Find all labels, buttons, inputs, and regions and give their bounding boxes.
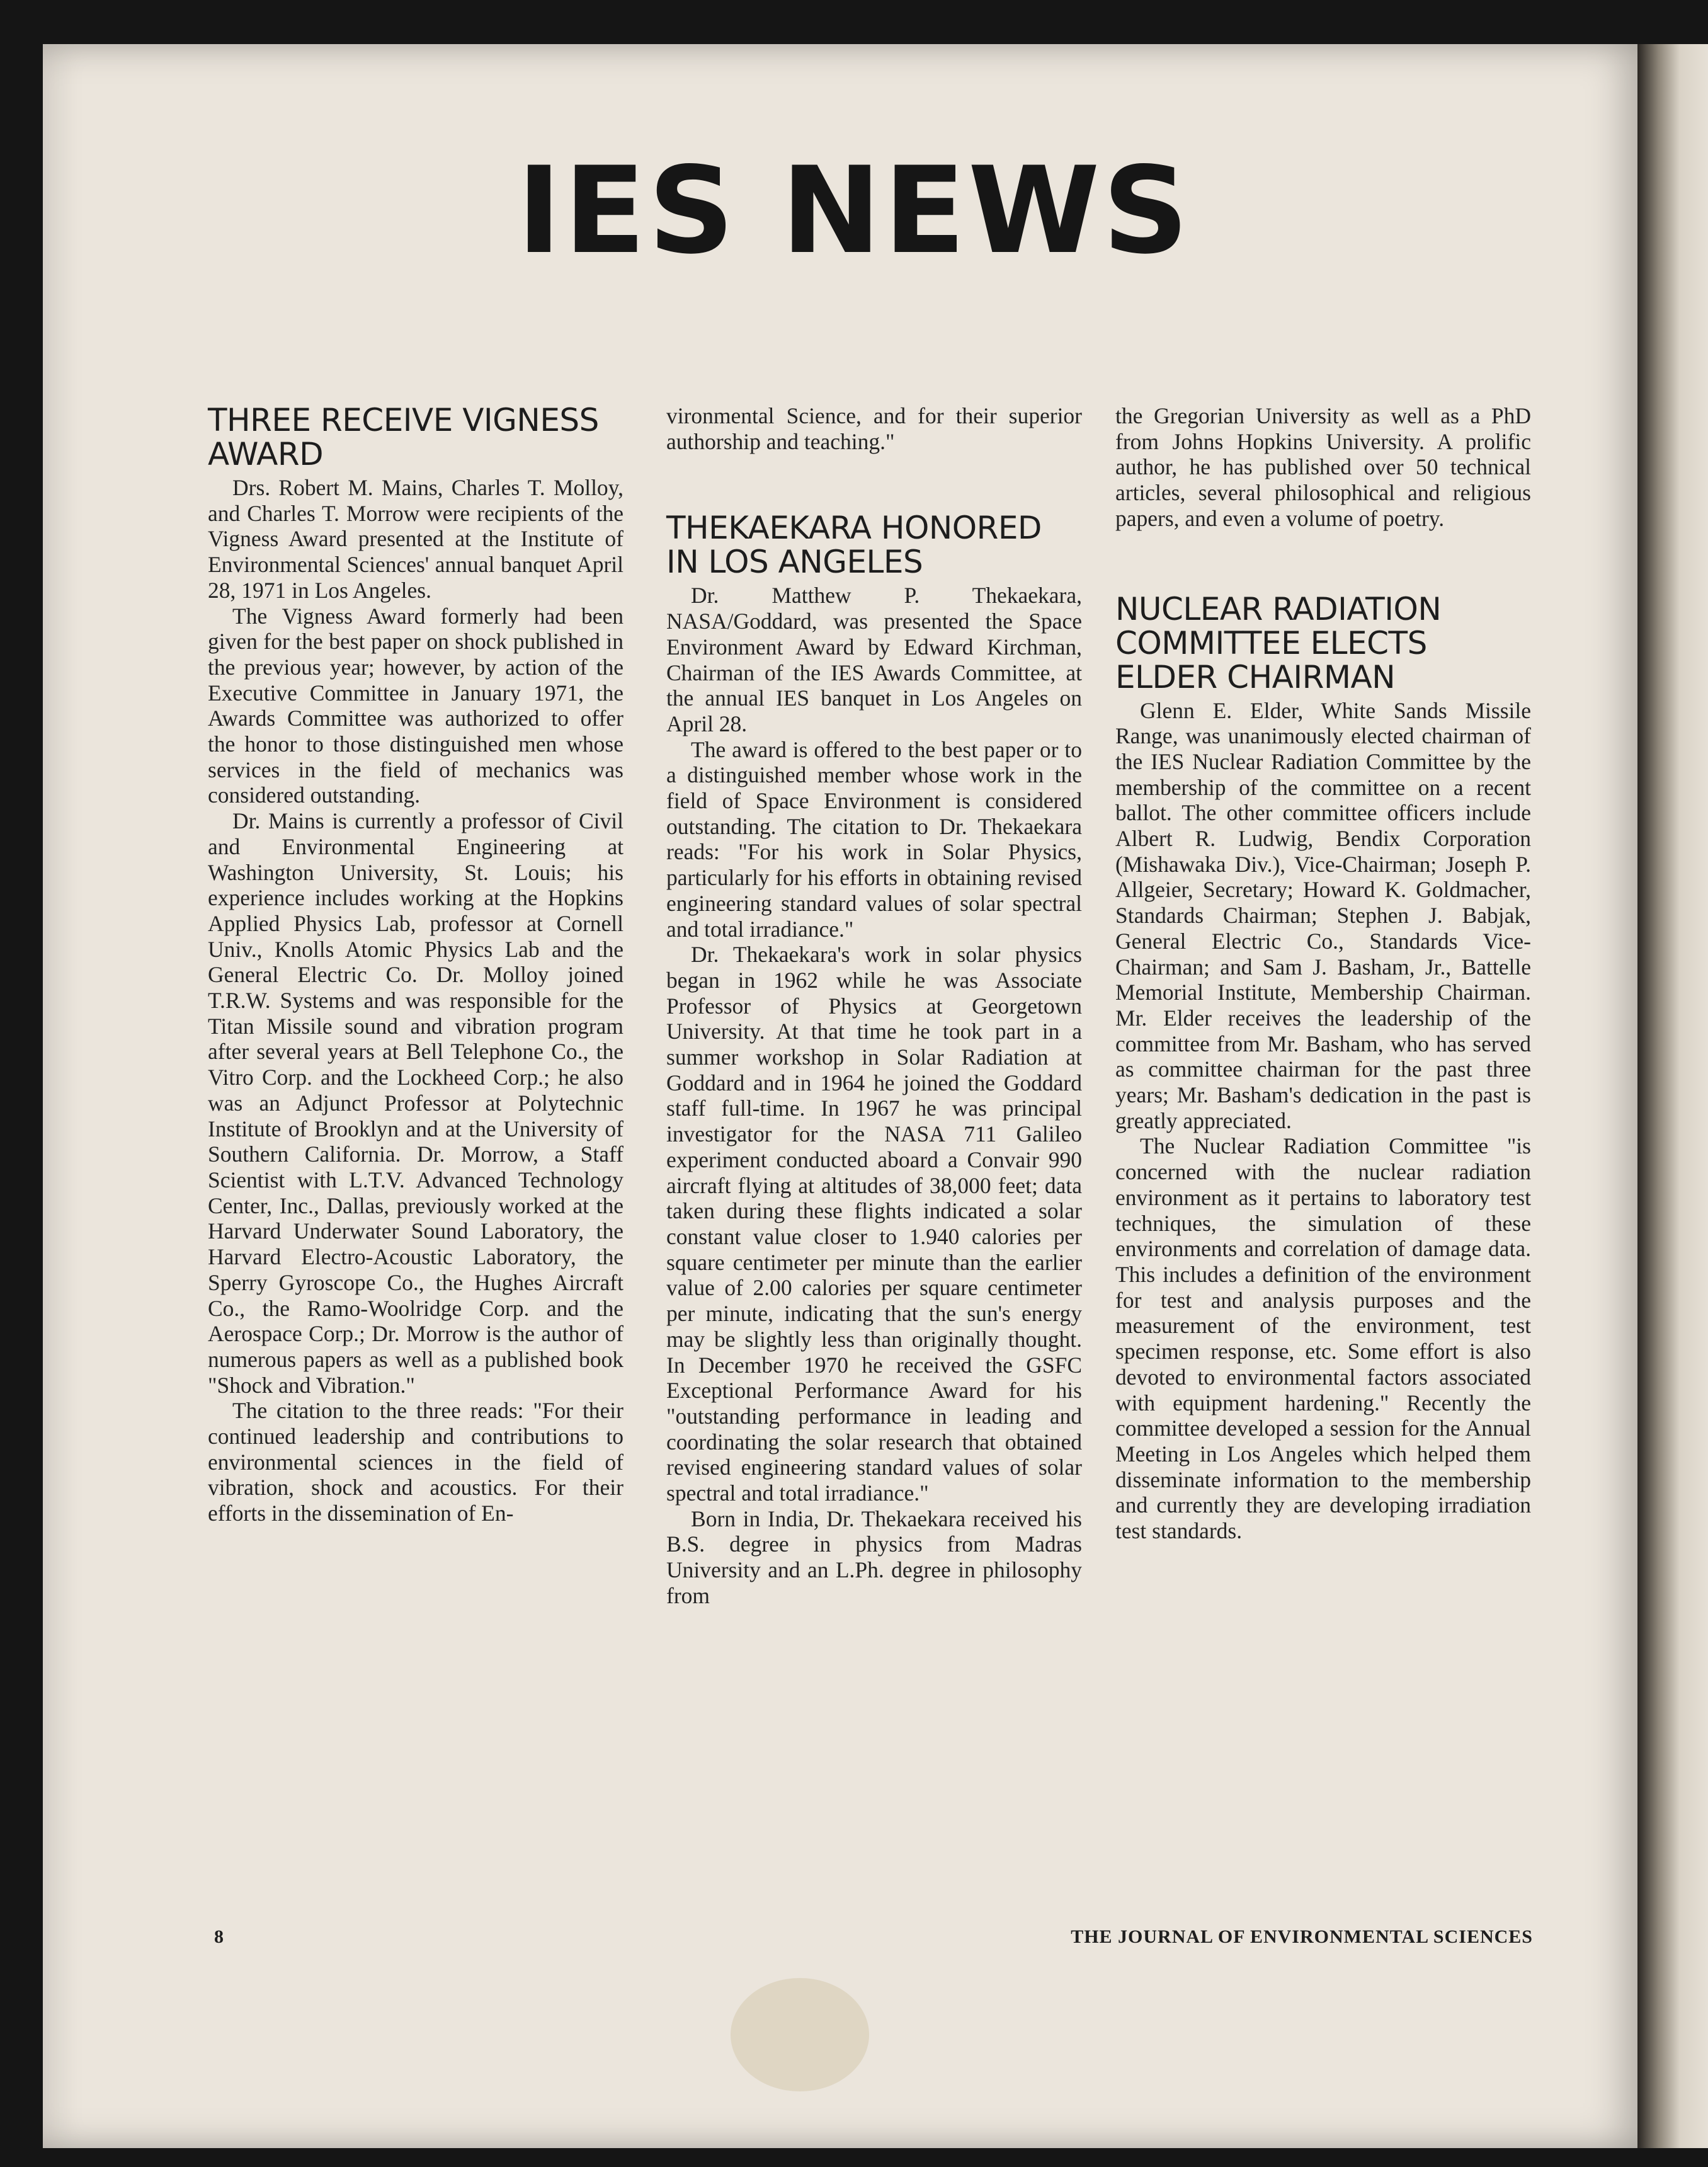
journal-title: THE JOURNAL OF ENVIRONMENTAL SCIENCES [1071, 1926, 1533, 1947]
article-heading-vigness: THREE RECEIVE VIGNESS AWARD [208, 402, 599, 472]
continued-paragraph: vironmental Science, and for their superior authorship and teaching." [666, 403, 1082, 454]
article-column-3 [1115, 403, 1531, 1544]
page-gutter [1637, 44, 1708, 2148]
paragraph: The Vigness Award formerly had been given for the best paper on shock published in the previous year; however, by action of the Executive Committee in January 1971, the Awards Committee was authorized to offer the honor to those distinguished men whose services in the field of mechanics was considered outstanding. [208, 603, 623, 808]
page-number: 8 [214, 1926, 224, 1947]
masthead-title: IES NEWS [516, 141, 1192, 280]
paper-stain [731, 1978, 869, 2091]
article-heading-thekaekara: THEKAEKARA HONORED IN LOS ANGELES [666, 510, 1042, 581]
paragraph: Dr. Mains is currently a professor of Civil and Environmental Engineering at Washington University, St. Louis; his experience includes working at the Hopkins Applied Physics Lab, professor at Cornell Univ., Knolls Atomic Physics Lab and the General Electric Co. Dr. Molloy joined T.R.W. Systems and was responsible for the Titan Missile sound and vibration program after several years at Bell Telephone Co., the Vitro Corp. and the Lockheed Corp.; he also was an Adjunct Professor at Polytechnic Institute of Brooklyn and at the University of Southern California. Dr. Morrow, a Staff Scientist with L.T.V. Advanced Technology Center, Inc., Dallas, previously worked at the Harvard Underwater Sound Laboratory, the Harvard Electro-Acoustic Laboratory, the Sperry Gyroscope Co., the Hughes Aircraft Co., the Ramo-Woolridge Corp. and the Aerospace Corp.; Dr. Morrow is the author of numerous papers as well as a published book "Shock and Vibration." [208, 808, 623, 1398]
article-heading-nuclear-radiation: NUCLEAR RADIATION COMMITTEE ELECTS ELDER CHAIRMAN [1115, 590, 1442, 695]
paragraph: The citation to the three reads: "For their continued leadership and contributions to environmental sciences in the field of vibration, shock and acoustics. For their efforts in the dissemination of En- [208, 1398, 623, 1526]
paragraph: Born in India, Dr. Thekaekara received his B.S. degree in physics from Madras University and an L.Ph. degree in philosophy from [666, 1506, 1082, 1608]
article-column-2 [666, 403, 1082, 1609]
paragraph: Dr. Matthew P. Thekaekara, NASA/Goddard, was presented the Space Environment Award by Edward Kirchman, Chairman of the IES Awards Committee, at the annual IES banquet in Los Angeles on April 28. [666, 583, 1082, 736]
article-column-1 [208, 403, 623, 1526]
paragraph: The award is offered to the best paper or to a distinguished member whose work in the field of Space Environment is considered outstanding. The citation to Dr. Thekaekara reads: "For his work in Solar Physics, particularly for his efforts in obtaining revised engineering standard values of solar spectral and total irradiance." [666, 736, 1082, 942]
paragraph: Drs. Robert M. Mains, Charles T. Molloy, and Charles T. Morrow were recipients of the Vigness Award presented at the Institute of Environmental Sciences' annual banquet April 28, 1971 in Los Angeles. [208, 475, 623, 603]
paragraph: The Nuclear Radiation Committee "is concerned with the nuclear radiation environment as it pertains to laboratory test techniques, the simulation of these environments and correlation of damage data. This includes a definition of the environment for test and analysis purposes and the measurement of the environment, test specimen response, etc. Some effort is also devoted to environmental factors associated with equipment hardening." Recently the committee developed a session for the Annual Meeting in Los Angeles which helped them disseminate information to the membership and currently they are developing irradiation test standards. [1115, 1133, 1531, 1544]
paragraph: Dr. Thekaekara's work in solar physics began in 1962 while he was Associate Professor of Physics at Georgetown University. At that time he took part in a summer workshop in Solar Radiation at Goddard and in 1964 he joined the Goddard staff full-time. In 1967 he was principal investigator for the NASA 711 Galileo experiment conducted aboard a Convair 990 aircraft flying at altitudes of 38,000 feet; data taken during these flights indicated a solar constant value closer to 1.940 calories per square centimeter per minute than the earlier value of 2.00 calories per square centimeter per minute, indicating that the sun's energy may be slightly less than originally thought. In December 1970 he received the GSFC Exceptional Performance Award for his "outstanding performance in leading and coordinating the solar research that obtained revised engineering standard values of solar spectral and total irradiance." [666, 942, 1082, 1506]
continued-paragraph: the Gregorian University as well as a PhD from Johns Hopkins University. A prolific author, he has published over 50 technical articles, several philosophical and religious papers, and even a volume of poetry. [1115, 403, 1531, 531]
paragraph: Glenn E. Elder, White Sands Missile Range, was unanimously elected chairman of the IES Nuclear Radiation Committee by the membership of the committee on a recent ballot. The other committee officers include Albert R. Ludwig, Bendix Corporation (Mishawaka Div.), Vice-Chairman; Joseph P. Allgeier, Secretary; Howard K. Goldmacher, Standards Chairman; Stephen J. Babjak, General Electric Co., Standards Vice-Chairman; and Sam J. Basham, Jr., Battelle Memorial Institute, Membership Chairman. Mr. Elder receives the leadership of the committee from Mr. Basham, who has served as committee chairman for the past three years; Mr. Basham's dedication in the past is greatly appreciated. [1115, 697, 1531, 1133]
